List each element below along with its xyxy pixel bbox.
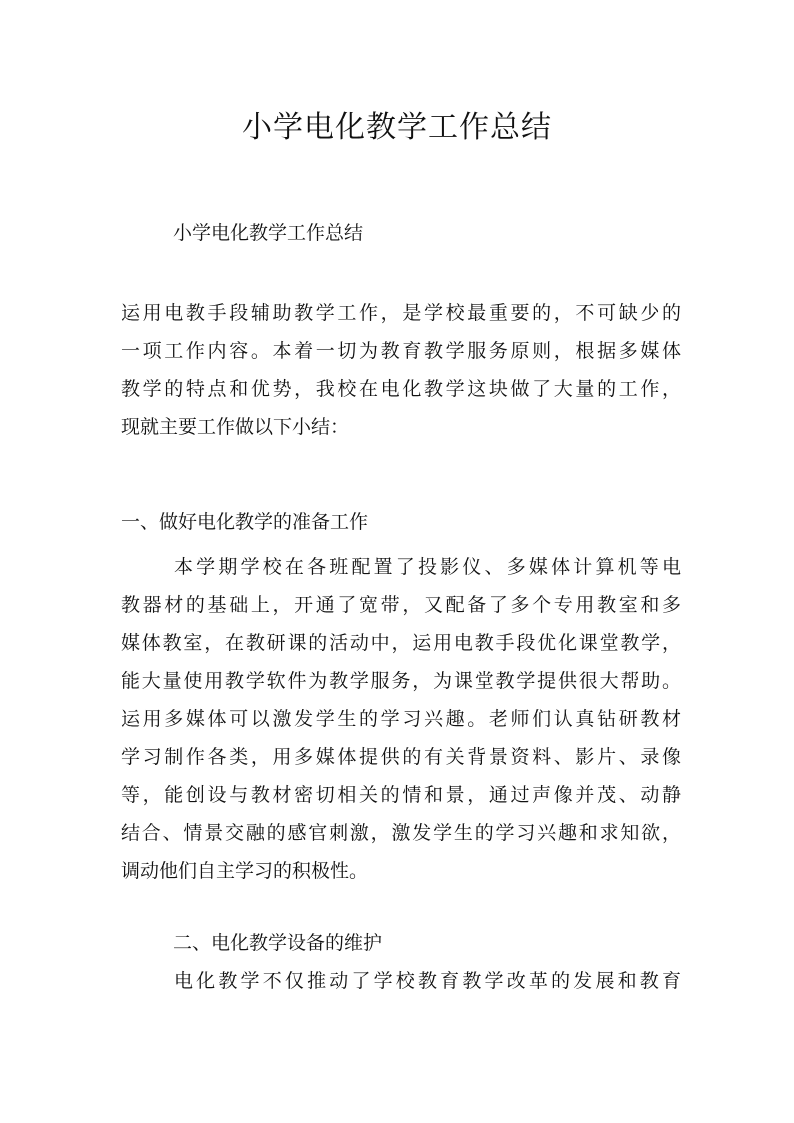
section1-paragraph xyxy=(121,548,681,890)
section1-line: 教器材的基础上，开通了宽带，又配备了多个专用教室和多 xyxy=(121,594,681,616)
section1-line: 本学期学校在各班配置了投影仪、多媒体计算机等电 xyxy=(174,556,681,578)
section1-line: 调动他们自主学习的积极性。 xyxy=(121,860,369,882)
section1-line: 运用多媒体可以激发学生的学习兴趣。老师们认真钻研教材 xyxy=(121,708,681,730)
section-heading-1: 一、做好电化教学的准备工作 xyxy=(121,511,369,533)
intro-line: 运用电教手段辅助教学工作，是学校最重要的，不可缺少的 xyxy=(121,302,681,324)
document-subtitle: 小学电化教学工作总结 xyxy=(173,222,364,244)
intro-paragraph xyxy=(121,294,681,446)
section1-line: 等，能创设与教材密切相关的情和景，通过声像并茂、动静 xyxy=(121,784,681,806)
section-heading-2: 二、电化教学设备的维护 xyxy=(173,932,383,954)
intro-line: 教学的特点和优势，我校在电化教学这块做了大量的工作， xyxy=(121,378,681,400)
section1-line: 能大量使用教学软件为教学服务，为课堂教学提供很大帮助。 xyxy=(121,670,681,692)
section1-line: 媒体教室，在教研课的活动中，运用电教手段优化课堂教学， xyxy=(121,632,681,654)
section2-line: 电化教学不仅推动了学校教育教学改革的发展和教育 xyxy=(174,970,681,992)
document-title: 小学电化教学工作总结 xyxy=(242,110,552,145)
section1-line: 结合、情景交融的感官刺激，激发学生的学习兴趣和求知欲， xyxy=(121,822,681,844)
intro-line: 一项工作内容。本着一切为教育教学服务原则，根据多媒体 xyxy=(121,340,681,362)
section1-line: 学习制作各类，用多媒体提供的有关背景资料、影片、录像 xyxy=(121,746,681,768)
intro-line: 现就主要工作做以下小结： xyxy=(121,416,350,438)
section2-paragraph xyxy=(121,962,681,1000)
